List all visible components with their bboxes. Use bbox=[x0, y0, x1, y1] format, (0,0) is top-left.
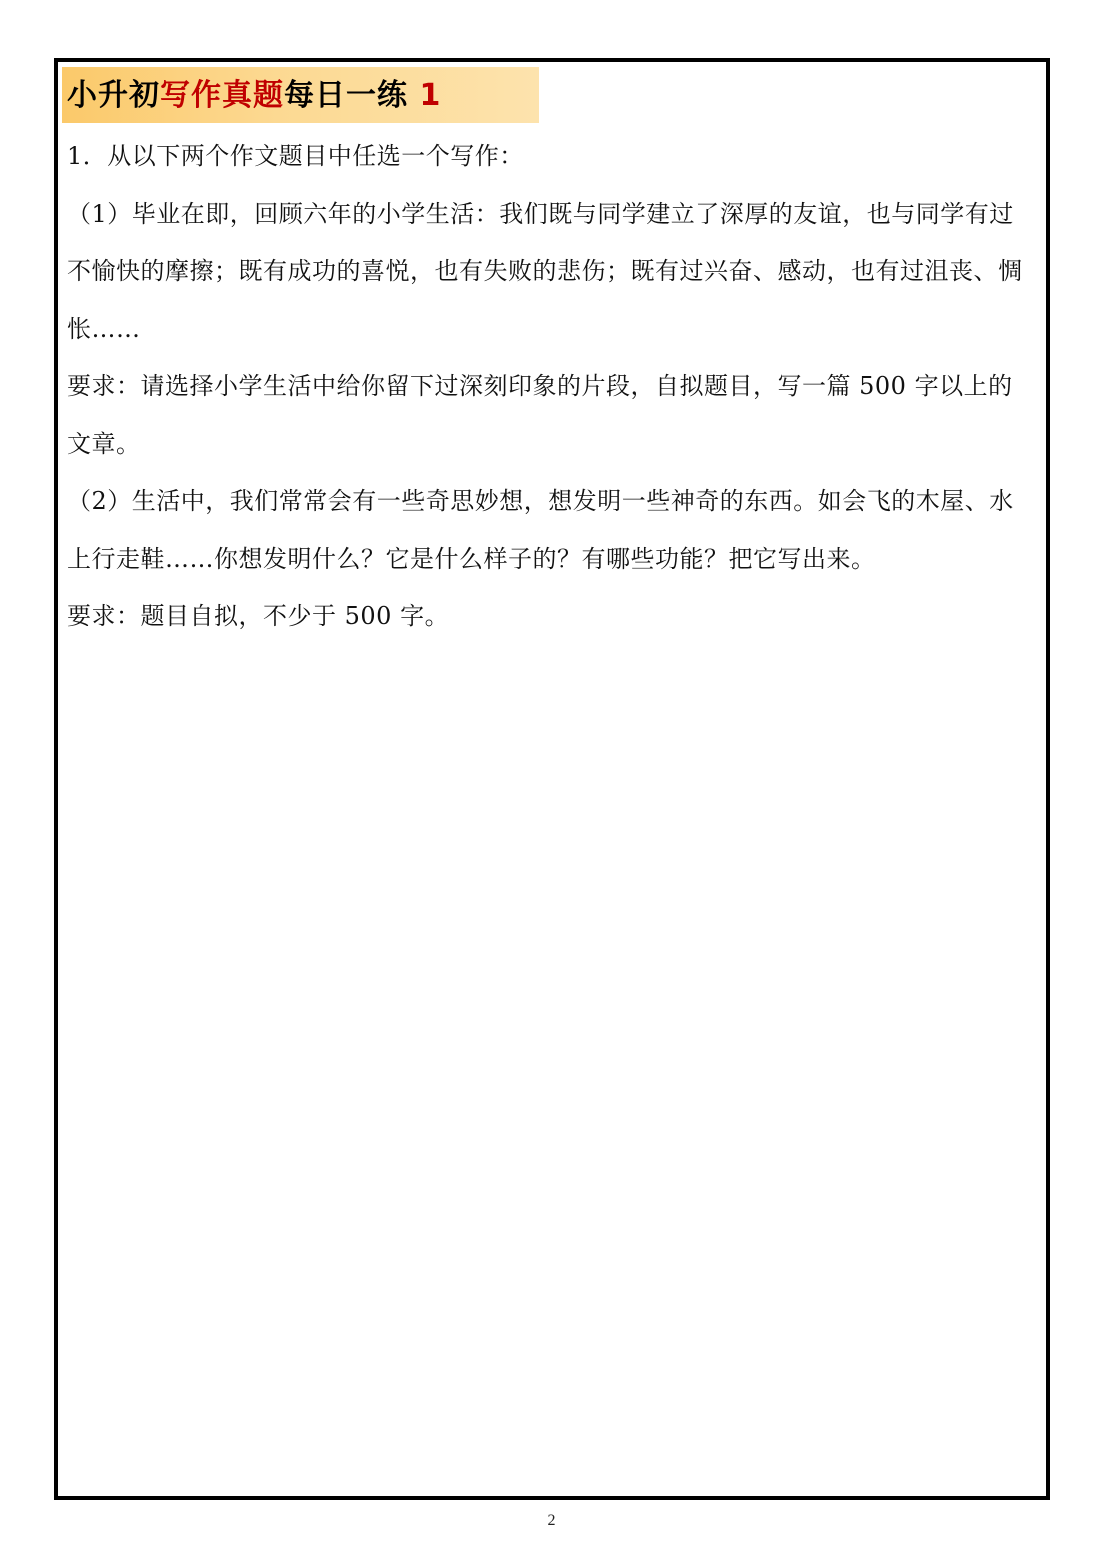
question-intro: 1．从以下两个作文题目中任选一个写作： bbox=[67, 142, 524, 170]
title-part-1: 小升初 bbox=[67, 78, 160, 113]
topic-2-requirement: 要求：题目自拟，不少于 500 字。 bbox=[67, 602, 450, 630]
topic-2-text: （2）生活中，我们常常会有一些奇思妙想，想发明一些神奇的东西。如会飞的木屋、水上行走鞋……你想发明什么？它是什么样子的？有哪些功能？把它写出来。 bbox=[67, 487, 1014, 573]
page-title bbox=[67, 72, 441, 120]
title-part-2: 写作真题 bbox=[160, 78, 284, 113]
question-content bbox=[67, 128, 1037, 646]
topic-1-requirement: 要求：请选择小学生活中给你留下过深刻印象的片段，自拟题目，写一篇 500 字以上的文章。 bbox=[67, 372, 1013, 458]
title-number: 1 bbox=[419, 78, 442, 113]
page-number: 2 bbox=[547, 1512, 556, 1529]
title-part-3: 每日一练 bbox=[284, 78, 408, 113]
topic-1-text: （1）毕业在即，回顾六年的小学生活：我们既与同学建立了深厚的友谊，也与同学有过不愉快的摩擦；既有成功的喜悦，也有失败的悲伤；既有过兴奋、感动，也有过沮丧、惆怅…… bbox=[67, 199, 1023, 343]
